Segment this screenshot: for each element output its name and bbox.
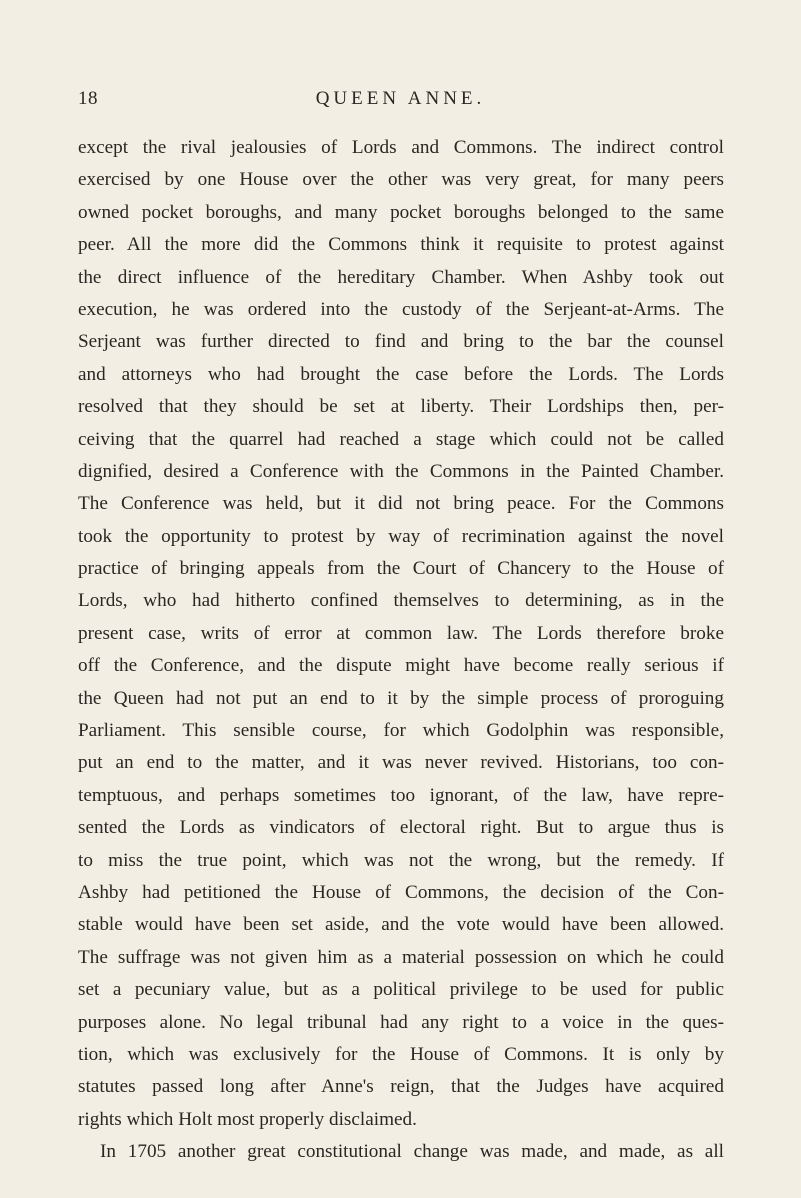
text-line: put an end to the matter, and it was never revived. Historians, too con- — [78, 752, 724, 774]
text-line: purposes alone. No legal tribunal had any right to a voice in the ques- — [78, 1011, 724, 1033]
text-line: ceiving that the quarrel had reached a stage which could not be called — [78, 428, 724, 450]
text-line: dignified, desired a Conference with the Commons in the Painted Chamber. — [78, 460, 724, 482]
text-line: tion, which was exclusively for the House of Commons. It is only by — [78, 1043, 724, 1065]
text-line: peer. All the more did the Commons think it requisite to protest against — [78, 234, 724, 256]
text-line: practice of bringing appeals from the Court of Chancery to the House of — [78, 558, 724, 580]
text-line: took the opportunity to protest by way of recrimination against the novel — [78, 525, 724, 547]
text-line: The Conference was held, but it did not bring peace. For the Commons — [78, 493, 724, 515]
text-line: Serjeant was further directed to find and bring to the bar the counsel — [78, 331, 724, 353]
text-line: resolved that they should be set at liberty. Their Lordships then, per- — [78, 396, 724, 418]
paragraph-2 — [78, 1136, 724, 1168]
body-text — [78, 132, 724, 1169]
text-line: off the Conference, and the dispute might have become really serious if — [78, 655, 724, 677]
text-line: stable would have been set aside, and the vote would have been allowed. — [78, 914, 724, 936]
text-line: In 1705 another great constitutional change was made, and made, as all — [100, 1141, 724, 1163]
text-line: except the rival jealousies of Lords and Commons. The indirect control — [78, 137, 724, 158]
text-line: temptuous, and perhaps sometimes too ignorant, of the law, have repre- — [78, 784, 724, 806]
text-line: exercised by one House over the other was very great, for many peers — [78, 169, 724, 191]
text-line: the direct influence of the hereditary Chamber. When Ashby took out — [78, 266, 724, 288]
page-header — [78, 88, 723, 118]
text-line: present case, writs of error at common law. The Lords therefore broke — [78, 622, 724, 644]
text-line: and attorneys who had brought the case before the Lords. The Lords — [78, 363, 724, 385]
text-line: statutes passed long after Anne's reign, that the Judges have acquired — [78, 1076, 724, 1098]
text-line: Ashby had petitioned the House of Commons, the decision of the Con- — [78, 881, 724, 903]
page-number: 18 — [78, 88, 98, 109]
text-line: sented the Lords as vindicators of electoral right. But to argue thus is — [78, 817, 724, 839]
text-line: set a pecuniary value, but as a political privilege to be used for public — [78, 979, 724, 1001]
text-line: The suffrage was not given him as a material possession on which he could — [78, 946, 724, 968]
text-line: execution, he was ordered into the custody of the Serjeant-at-Arms. The — [78, 298, 724, 320]
text-line: owned pocket boroughs, and many pocket boroughs belonged to the same — [78, 201, 724, 223]
paragraph-1 — [78, 132, 724, 1136]
text-line: to miss the true point, which was not the wrong, but the remedy. If — [78, 849, 724, 871]
text-line: Lords, who had hitherto confined themselves to determining, as in the — [78, 590, 724, 612]
text-line: Parliament. This sensible course, for which Godolphin was responsible, — [78, 720, 724, 742]
text-line: the Queen had not put an end to it by the simple process of proroguing — [78, 687, 724, 709]
text-line: rights which Holt most properly disclaimed. — [78, 1108, 417, 1130]
running-head: QUEEN ANNE. — [315, 88, 486, 109]
